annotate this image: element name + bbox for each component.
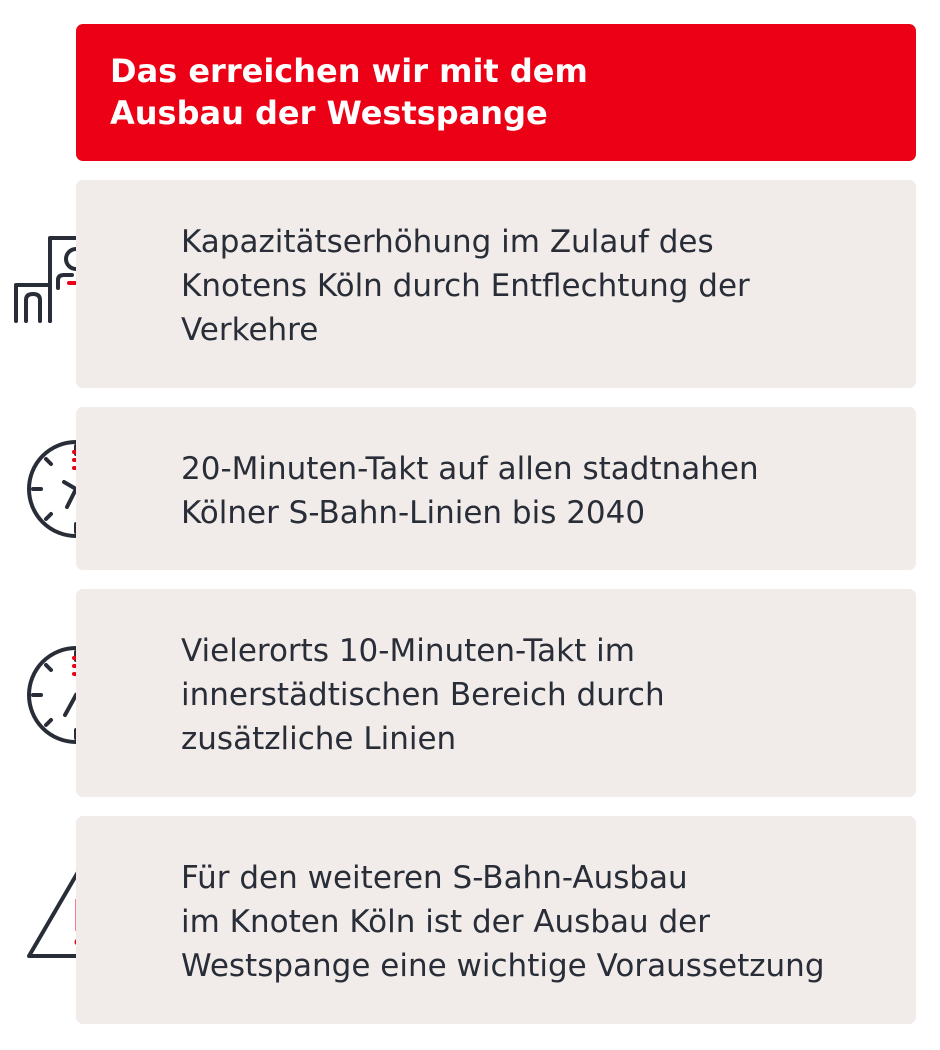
benefit-line: zusätzliche Linien <box>181 721 457 757</box>
page-title-line-1: Das erreichen wir mit dem <box>110 52 588 90</box>
benefit-line: Kapazitätserhöhung im Zulauf des <box>181 224 714 260</box>
benefit-text <box>181 220 750 352</box>
benefit-line: Kölner S-Bahn-Linien bis 2040 <box>181 495 646 531</box>
benefit-line: Verkehre <box>181 312 319 348</box>
benefit-card-prerequisite <box>76 816 916 1024</box>
benefit-line: Westspange eine wichtige Voraussetzung <box>181 948 825 984</box>
benefit-text <box>181 447 759 535</box>
page-title-banner <box>76 24 916 161</box>
benefit-line: Vielerorts 10-Minuten-Takt im <box>181 633 635 669</box>
benefit-text <box>181 856 825 988</box>
page-title-line-2: Ausbau der Westspange <box>110 94 548 132</box>
benefit-line: im Knoten Köln ist der Ausbau der <box>181 904 710 940</box>
benefit-line: innerstädtischen Bereich durch <box>181 677 665 713</box>
benefit-line: Knotens Köln durch Entflechtung der <box>181 268 750 304</box>
benefit-card-20-minute <box>76 407 916 570</box>
benefit-card-capacity <box>76 180 916 388</box>
benefit-text <box>181 629 665 761</box>
benefit-line: Für den weiteren S-Bahn-Ausbau <box>181 860 688 896</box>
benefit-card-10-minute <box>76 589 916 797</box>
benefit-line: 20-Minuten-Takt auf allen stadtnahen <box>181 451 759 487</box>
